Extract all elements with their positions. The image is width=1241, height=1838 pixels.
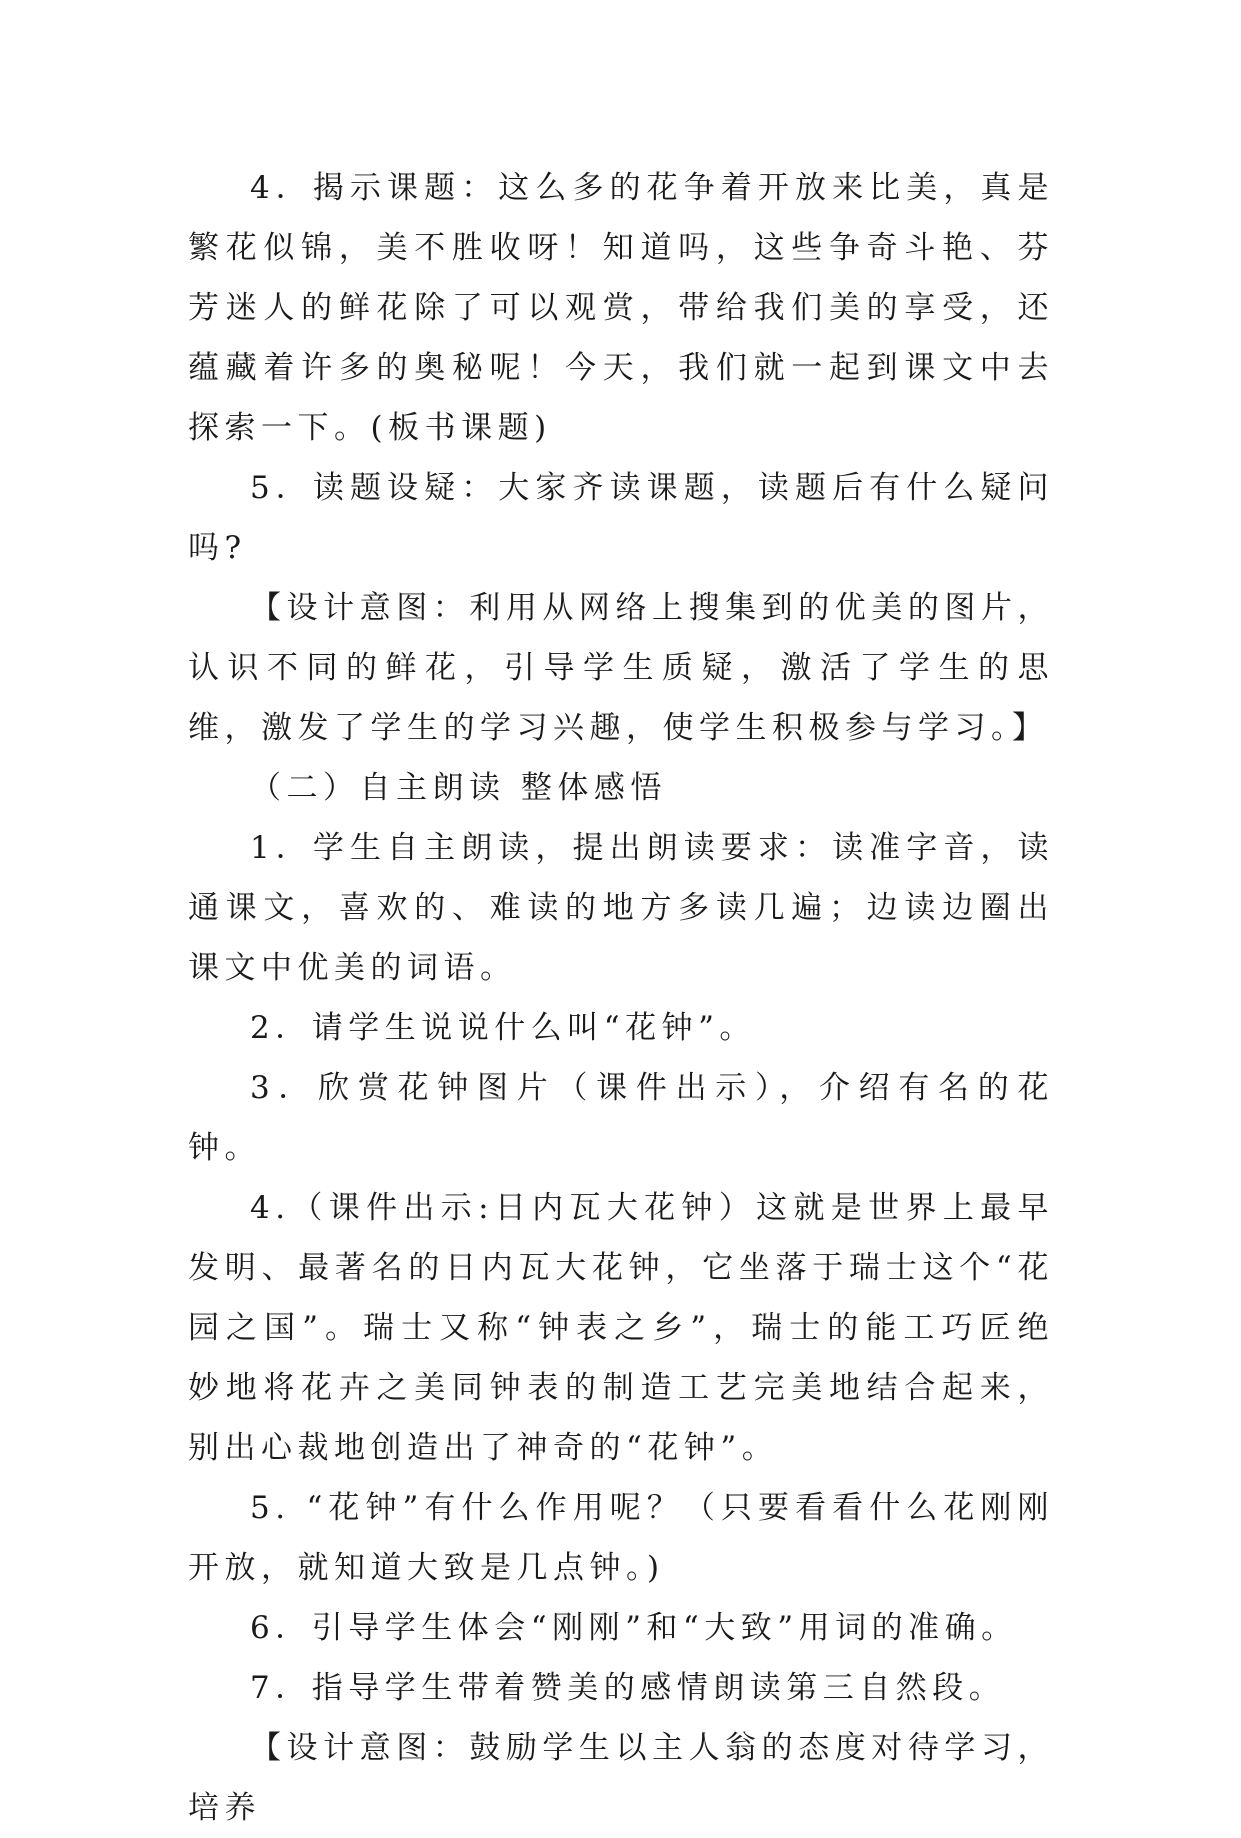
paragraph-student-reading: 1．学生自主朗读，提出朗读要求：读准字音，读通课文，喜欢的、难读的地方多读几遍；边读边圈出课文中优美的词语。 <box>188 830 1054 986</box>
paragraph-flower-clock-pictures: 3．欣赏花钟图片（课件出示），介绍有名的花钟。 <box>188 1070 1054 1166</box>
design-intent-note-1: 【设计意图：利用从网络上搜集到的优美的图片，认识不同的鲜花，引导学生质疑，激活了学生的思维，激发了学生的学习兴趣，使学生积极参与学习。】 <box>188 590 1054 746</box>
section-heading-independent-reading: （二）自主朗读 整体感悟 <box>250 770 667 806</box>
paragraph-reveal-topic: 4．揭示课题：这么多的花争着开放来比美，真是繁花似锦，美不胜收呀！知道吗，这些争奇斗艳、芬芳迷人的鲜花除了可以观赏，带给我们美的享受，还蕴藏着许多的奥秘呢！今天，我们就一起到课文中去探索一下。(板书课题) <box>188 170 1054 446</box>
design-intent-note-2: 【设计意图：鼓励学生以主人翁的态度对待学习，培养 <box>188 1730 1054 1826</box>
paragraph-geneva-flower-clock: 4.（课件出示:日内瓦大花钟）这就是世界上最早发明、最著名的日内瓦大花钟，它坐落于瑞士这个“花园之国”。瑞士又称“钟表之乡”，瑞士的能工巧匠绝妙地将花卉之美同钟表的制造工艺完美地结合起来，别出心裁地创造出了神奇的“花钟”。 <box>188 1190 1054 1466</box>
paragraph-what-is-flower-clock: 2．请学生说说什么叫“花钟”。 <box>250 1010 756 1046</box>
paragraph-read-third-section: 7．指导学生带着赞美的感情朗读第三自然段。 <box>250 1670 1006 1706</box>
paragraph-flower-clock-function: 5. “花钟”有什么作用呢？（只要看看什么花刚刚开放，就知道大致是几点钟。) <box>188 1490 1054 1586</box>
document-body <box>188 158 1054 1838</box>
paragraph-read-title-question: 5．读题设疑：大家齐读课题，读题后有什么疑问吗? <box>188 470 1054 566</box>
paragraph-word-accuracy: 6．引导学生体会“刚刚”和“大致”用词的准确。 <box>250 1610 1018 1646</box>
